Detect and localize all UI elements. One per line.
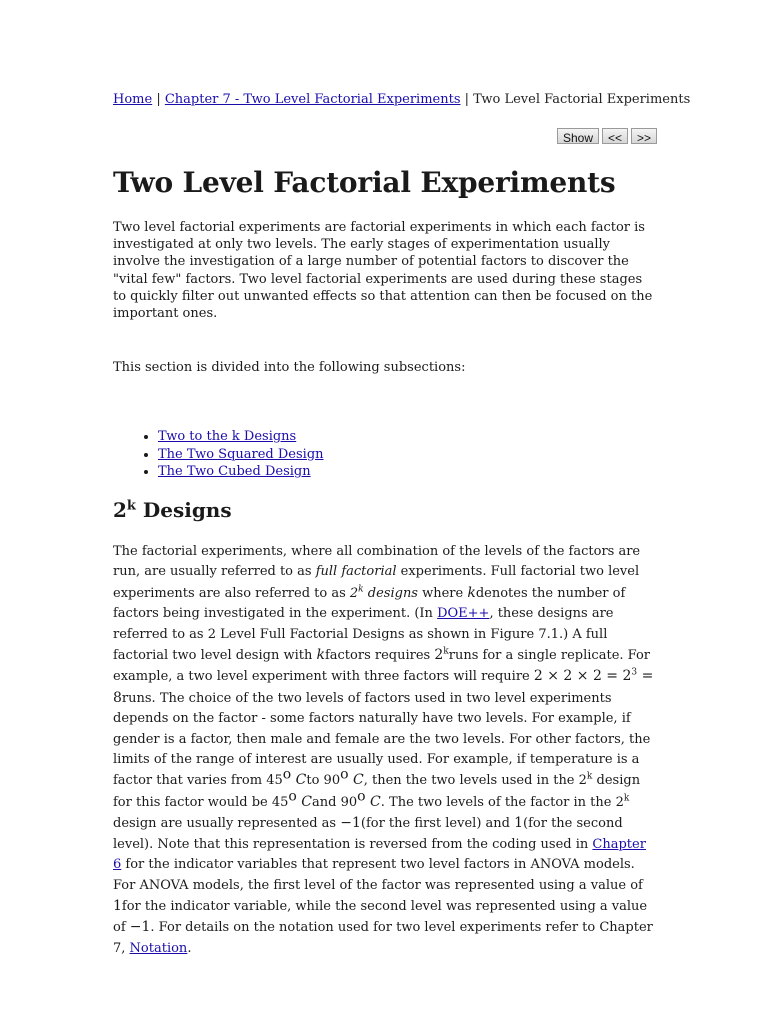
math-one: 1 — [113, 897, 122, 914]
show-button[interactable]: Show — [557, 128, 599, 144]
section-body — [113, 542, 658, 959]
intro-paragraph: Two level factorial experiments are factorial experiments in which each factor is investigated at only two levels. The early stages of experimentation usually involve the investigation of a large number of potential factors to discover the "vital few" factors. Two level factorial experiments are used during these stages to quickly filter out unwanted effects so that attention can then be focused on the important ones. — [113, 220, 653, 322]
math-minus-one: −1 — [129, 919, 151, 936]
subsections-intro: This section is divided into the following subsections: — [113, 360, 466, 375]
section-heading — [113, 498, 232, 522]
previous-button[interactable]: << — [602, 128, 628, 144]
body-text: for the indicator variable, while the second level was represented using a value of — [113, 898, 648, 936]
body-text: . — [187, 940, 192, 956]
list-item — [158, 463, 324, 481]
math-k-exponent: k — [443, 646, 449, 657]
body-text: runs. The choice of the two levels of factors used in two level experiments depends on the factor - some factors naturally have two levels. For example, if gender is a factor, then male and female are the two levels. For other factors, the limits of the range of interest are usually used. For example, if temperature is a factor that varies from 45 — [113, 690, 651, 789]
body-text: where — [417, 585, 468, 601]
math-k-exponent: k — [623, 793, 630, 804]
math-k-exponent: k — [358, 584, 364, 595]
math-k: k — [467, 584, 476, 601]
designs-term: designs — [363, 585, 418, 601]
body-text: design are usually represented as — [113, 816, 341, 832]
body-text: (for the second level). Note that this representation is reversed from the coding used in — [113, 816, 623, 852]
body-text: . For details on the notation used for two level experiments refer to Chapter 7, — [113, 920, 653, 956]
math-celsius: C — [291, 772, 307, 789]
page-title: Two Level Factorial Experiments — [113, 166, 616, 199]
degree-symbol: o — [340, 767, 349, 784]
degree-symbol: o — [357, 788, 366, 805]
body-text: experiments. Full factorial two level experiments are also referred to as — [113, 564, 640, 601]
degree-symbol: o — [282, 767, 292, 784]
body-text: denotes the number of factors being investigated in the experiment. (In — [113, 585, 626, 622]
math-two: 2 — [349, 585, 359, 601]
body-text: factors requires — [324, 648, 435, 664]
toc-link-two-cubed[interactable]: The Two Cubed Design — [158, 464, 311, 480]
navigation-buttons — [557, 128, 657, 144]
math-equation: $2 \times 2 \times 2 = 2^3 = 8$ — [113, 667, 654, 706]
toc-link-two-squared[interactable]: The Two Squared Design — [158, 446, 324, 462]
toc-link-two-to-the-k[interactable]: Two to the k Designs — [158, 429, 297, 444]
list-item — [158, 428, 324, 446]
breadcrumb-current: Two Level Factorial Experiments — [473, 92, 691, 107]
body-text: , these designs are referred to as 2 Level Full Factorial Designs as shown in Figure 7.1.) A full factorial two level design with — [113, 606, 614, 664]
body-text: for the indicator variables that represent two level factors in ANOVA models. For ANOVA models, the first level of the factor was represented using a value of — [113, 857, 643, 893]
math-k-exponent: k — [586, 772, 593, 783]
breadcrumb-separator: | — [152, 92, 165, 107]
breadcrumb — [113, 92, 690, 107]
breadcrumb-separator: | — [460, 92, 474, 107]
body-text: and 90 — [312, 794, 358, 810]
body-text: The factorial experiments, where all combination of the levels of the factors are run, are usually referred to as — [113, 544, 641, 580]
math-one: 1 — [514, 815, 524, 832]
notation-link[interactable]: Notation — [129, 940, 188, 956]
body-text: to 90 — [306, 773, 341, 789]
section-heading-exponent: k — [126, 498, 136, 514]
math-two: 2 — [434, 647, 444, 664]
body-text: runs for a single replicate. For example, a two level experiment with three factors will require — [113, 648, 650, 685]
breadcrumb-chapter-link[interactable]: Chapter 7 - Two Level Factorial Experiments — [164, 92, 461, 107]
doe-link[interactable]: DOE++ — [437, 606, 490, 622]
section-heading-text: Designs — [135, 498, 232, 522]
body-text: , then the two levels used in the 2 — [363, 773, 587, 789]
math-celsius: C — [296, 793, 313, 810]
chapter-6-link[interactable]: Chapter 6 — [113, 836, 646, 873]
body-text: . The two levels of the factor in the 2 — [380, 794, 624, 810]
breadcrumb-home-link[interactable]: Home — [113, 92, 153, 107]
math-k: k — [316, 647, 325, 664]
degree-symbol: o — [288, 788, 297, 805]
body-text: (for the first level) and — [360, 816, 515, 832]
math-minus-one: −1 — [340, 815, 361, 832]
next-button[interactable]: >> — [631, 128, 657, 144]
full-factorial-term: full factorial — [315, 564, 397, 580]
list-item — [158, 446, 324, 464]
math-celsius: C — [365, 793, 381, 810]
section-heading-base: 2 — [113, 498, 127, 522]
body-text: design for this factor would be 45 — [113, 773, 641, 810]
subsection-list — [113, 428, 324, 481]
math-celsius: C — [348, 772, 364, 789]
